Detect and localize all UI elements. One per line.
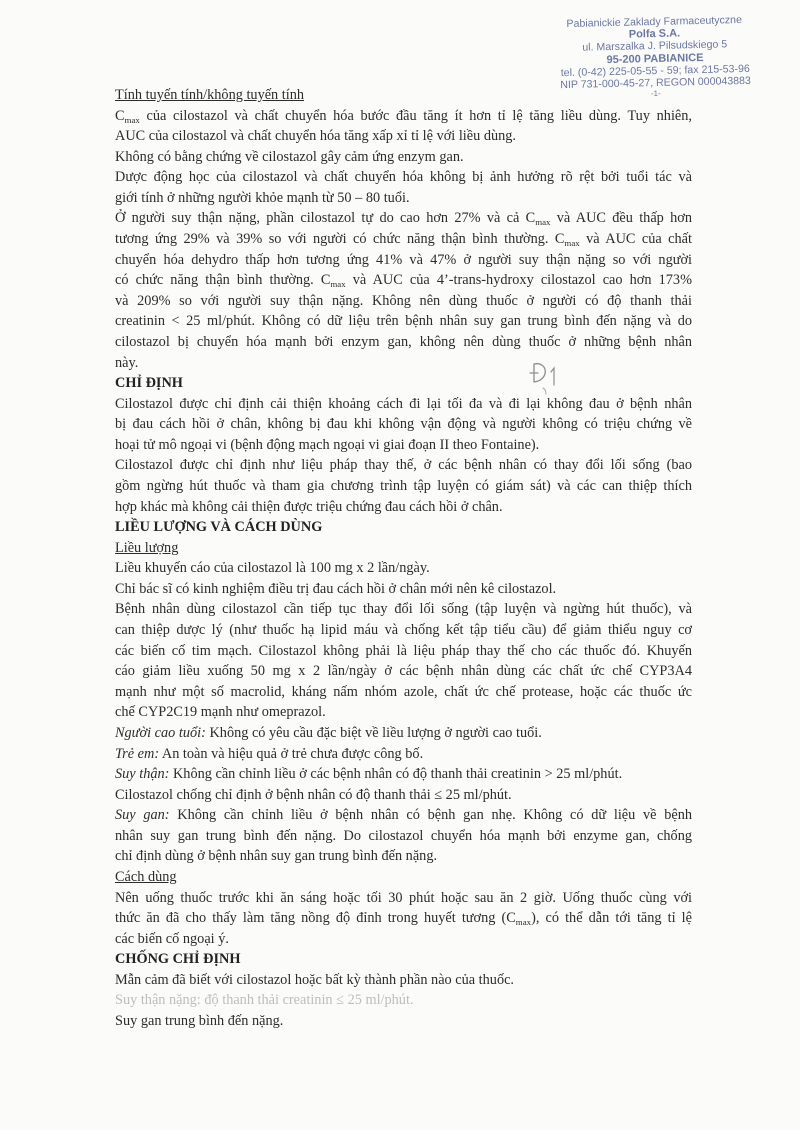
text-segment: các biến cố tim mạch. Cilostazol không phải là liệu pháp thay thế cho các thuốc đó. Khuyến	[115, 642, 692, 659]
text-segment: Cách dùng	[115, 868, 177, 885]
stamp-street: ul. Marszalka J. Pilsudskiego 5	[582, 38, 728, 55]
text-segment: cilostazol bị chuyển hóa mạnh bởi enzym gan, không nên dùng thuốc ở những bệnh nhân	[115, 333, 692, 350]
subsection-heading	[115, 867, 692, 888]
italic-label: Suy thận:	[115, 766, 170, 783]
section-heading	[115, 517, 692, 538]
section-heading	[115, 949, 692, 970]
italic-label: Người cao tuổi:	[115, 724, 206, 741]
text-line	[115, 126, 692, 147]
text-segment: ), có thể dẫn tới tăng tỉ lệ	[531, 910, 692, 927]
text-segment: cáo giảm liều xuống 50 mg x 2 lần/ngày ở các bệnh nhân dùng các chất ức chế CYP3A4	[115, 663, 692, 680]
text-segment: mạnh như một số macrolid, kháng nấm nhóm azole, chất ức chế protease, hoặc các thuốc ức	[115, 683, 692, 700]
page-number: -1-	[650, 89, 661, 99]
text-segment: và AUC của 4’-trans-hydroxy cilostazol cao hơn 173%	[345, 272, 692, 289]
text-segment: gồm ngừng hút thuốc và tham gia chương trình tập luyện có giám sát) và các can thiệp thích	[115, 477, 692, 494]
text-line	[115, 270, 692, 291]
text-segment: Không có bằng chứng về cilostazol gây cảm ứng enzym gan.	[115, 148, 464, 165]
text-segment: này.	[115, 354, 139, 371]
text-segment: và 209% so với người suy thận nặng. Không nên dùng thuốc ở người có độ thanh thải	[115, 292, 692, 309]
text-segment: Không có yêu cầu đặc biệt về liều lượng ở người cao tuổi.	[205, 724, 542, 741]
text-segment: C	[115, 107, 125, 124]
text-segment: CHỈ ĐỊNH	[115, 375, 183, 392]
text-line	[115, 599, 692, 620]
text-line	[115, 167, 692, 188]
stamp-name: Polfa S.A.	[628, 27, 681, 41]
text-line	[115, 455, 692, 476]
text-line	[115, 970, 692, 991]
text-segment: An toàn và hiệu quả ở trẻ chưa được công bố.	[159, 745, 424, 762]
subscript: max	[330, 279, 346, 290]
text-line	[115, 558, 692, 579]
text-segment: thức ăn đã cho thấy làm tăng nồng độ đỉnh trong huyết tương (C	[115, 910, 516, 927]
text-line	[115, 888, 692, 909]
text-line	[115, 826, 692, 847]
text-line	[115, 208, 692, 229]
text-segment: Chỉ bác sĩ có kinh nghiệm điều trị đau cách hồi ở chân mới nên kê cilostazol.	[115, 580, 557, 597]
text-segment: Suy thận nặng: độ thanh thải creatinin ≤ 25 ml/phút.	[115, 992, 414, 1009]
text-segment: AUC của cilostazol và chất chuyển hóa tăng xấp xỉ tỉ lệ với liều dùng.	[115, 128, 517, 145]
text-segment: Không cần chỉnh liều ở bệnh nhân có bệnh gan nhẹ. Không có dữ liệu về bệnh	[169, 807, 692, 824]
text-segment: Tính tuyến tính/không tuyến tính	[115, 87, 305, 103]
text-segment: can thiệp dược lý (như thuốc hạ lipid máu và chống kết tập tiểu cầu) để giảm thiểu nguy cơ	[115, 622, 692, 639]
text-segment: Bệnh nhân dùng cilostazol cần tiếp tục thay đổi lối sống (tập luyện và ngừng hút thuốc), và	[115, 601, 692, 618]
text-segment: và AUC của chất	[579, 231, 692, 248]
text-segment: chỉ định dùng ở bệnh nhân suy gan trung bình đến nặng.	[115, 848, 438, 865]
text-segment: CHỐNG CHỈ ĐỊNH	[115, 951, 241, 968]
text-line	[115, 476, 692, 497]
subsection-heading	[115, 85, 692, 106]
text-segment: giới tính ở những người khỏe mạnh từ 50 – 80 tuổi.	[115, 189, 410, 206]
text-segment: hợp khác mà không cải thiện được triệu chứng đau cách hồi ở chân.	[115, 498, 503, 515]
subsection-heading	[115, 538, 692, 559]
text-line	[115, 661, 692, 682]
text-segment: Cilostazol chống chỉ định ở bệnh nhân có độ thanh thải ≤ 25 ml/phút.	[115, 786, 512, 803]
text-segment: Không cần chỉnh liều ở các bệnh nhân có độ thanh thải creatinin > 25 ml/phút.	[169, 766, 623, 783]
italic-label: Trẻ em:	[115, 745, 160, 762]
stamp-phone: tel. (0-42) 225-05-55 - 59; fax 215-53-96	[560, 62, 750, 79]
text-segment: tương ứng 29% và 39% so với người có chức năng thận bình thường. C	[115, 231, 565, 248]
text-line	[115, 332, 692, 353]
text-line	[115, 311, 692, 332]
text-line	[115, 785, 692, 806]
text-line	[115, 908, 692, 929]
text-line	[115, 682, 692, 703]
faded-text-line	[115, 990, 692, 1011]
text-line	[115, 414, 692, 435]
text-line	[115, 1011, 692, 1032]
text-segment: Dược động học của cilostazol và chất chuyển hóa không bị ảnh hưởng rõ rệt bởi tuổi tác và	[115, 169, 692, 186]
text-segment: của cilostazol và chất chuyển hóa bước đầu tăng ít hơn tỉ lệ tăng liều dùng. Tuy nhiên,	[139, 107, 692, 124]
text-line	[115, 641, 692, 662]
text-line	[115, 579, 692, 600]
text-line	[115, 805, 692, 826]
text-line	[115, 435, 692, 456]
text-segment: chuyển hóa dehydro thấp hơn tương ứng 41% và 47% ở người suy thận nặng so với người	[115, 251, 692, 268]
text-line	[115, 702, 692, 723]
subscript: max	[124, 114, 140, 125]
stamp-ids: NIP 731-000-45-27, REGON 000043883	[560, 74, 752, 92]
text-segment: Cilostazol được chỉ định như liệu pháp thay thế, ở các bệnh nhân có thay đổi lối sống (bao	[115, 457, 692, 474]
text-line	[115, 291, 692, 312]
text-line	[115, 229, 692, 250]
text-segment: các biến cố ngoại ý.	[115, 930, 229, 947]
text-segment: Liều lượng	[115, 539, 179, 556]
text-line	[115, 250, 692, 271]
stamp-company: Pabianickie Zaklady Farmaceutyczne	[566, 14, 743, 30]
text-line	[115, 929, 692, 950]
text-line	[115, 764, 692, 785]
text-segment: Liều khuyến cáo của cilostazol là 100 mg x 2 lần/ngày.	[115, 560, 430, 577]
subscript: max	[564, 238, 580, 249]
text-line	[115, 744, 692, 765]
text-segment: nhân suy gan trung bình đến nặng. Do cilostazol chuyển hóa mạnh bởi enzyme gan, chống	[115, 827, 692, 844]
subscript: max	[515, 917, 532, 928]
text-segment: Ở người suy thận nặng, phần cilostazol tự do cao hơn 27% và cả C	[115, 210, 536, 227]
text-segment: và AUC đều thấp hơn	[550, 210, 692, 227]
text-segment: có chức năng thận bình thường. C	[115, 272, 331, 289]
text-line	[115, 620, 692, 641]
text-line	[115, 394, 692, 415]
text-segment: Suy gan trung bình đến nặng.	[115, 1013, 284, 1030]
text-line	[115, 723, 692, 744]
section-heading	[115, 373, 692, 394]
text-segment: Cilostazol được chỉ định cải thiện khoảng cách đi lại tối đa và đi lại không đau ở bệnh nhân	[115, 395, 692, 412]
text-segment: bị đau cách hồi ở chân, không bị đau khi không vận động và người không có triệu chứng về	[115, 416, 692, 433]
text-segment: Nên uống thuốc trước khi ăn sáng hoặc tối 30 phút hoặc sau ăn 2 giờ. Uống thuốc cùng với	[115, 889, 692, 906]
text-line	[115, 147, 692, 168]
text-segment: Mẫn cảm đã biết với cilostazol hoặc bất kỳ thành phần nào của thuốc.	[115, 971, 515, 988]
subscript: max	[535, 217, 551, 228]
text-segment: creatinin < 25 ml/phút. Không có dữ liệu trên bệnh nhân suy gan trung bình đến nặng và do	[115, 313, 692, 330]
text-line	[115, 188, 692, 209]
italic-label: Suy gan:	[115, 807, 170, 824]
document-body	[115, 85, 692, 1032]
text-line	[115, 846, 692, 867]
text-line	[115, 353, 692, 374]
text-segment: LIỀU LƯỢNG VÀ CÁCH DÙNG	[115, 519, 323, 536]
text-segment: hoại tử mô ngoại vi (bệnh động mạch ngoại vi giai đoạn II theo Fontaine).	[115, 436, 540, 453]
text-line	[115, 497, 692, 518]
stamp-city: 95-200 PABIANICE	[606, 51, 704, 66]
text-segment: chế CYP2C19 mạnh như omeprazol.	[115, 704, 326, 721]
text-line	[115, 106, 692, 127]
